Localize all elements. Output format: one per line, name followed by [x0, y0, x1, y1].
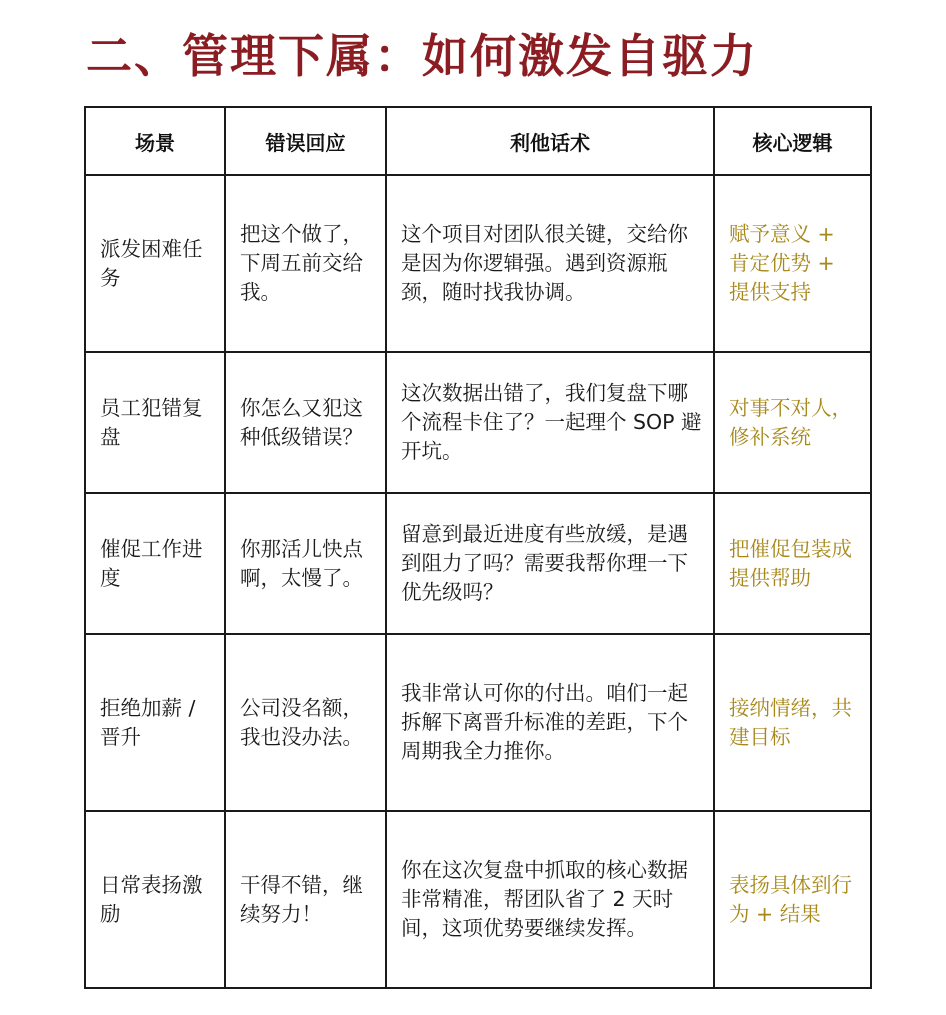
table-row [85, 634, 871, 811]
cell-altruistic-script: 这个项目对团队很关键，交给你是因为你逻辑强。遇到资源瓶颈，随时找我协调。 [386, 175, 714, 352]
header-altruistic-script: 利他话术 [386, 107, 714, 175]
comparison-table [84, 106, 872, 989]
table-header-row [85, 107, 871, 175]
cell-scene: 派发困难任务 [85, 175, 225, 352]
cell-scene: 员工犯错复盘 [85, 352, 225, 493]
cell-altruistic-script: 你在这次复盘中抓取的核心数据非常精准，帮团队省了 2 天时间，这项优势要继续发挥。 [386, 811, 714, 988]
header-core-logic: 核心逻辑 [714, 107, 871, 175]
header-wrong-response: 错误回应 [225, 107, 386, 175]
cell-wrong-response: 你怎么又犯这种低级错误？ [225, 352, 386, 493]
cell-core-logic: 表扬具体到行为 + 结果 [714, 811, 871, 988]
cell-core-logic: 赋予意义 + 肯定优势 + 提供支持 [714, 175, 871, 352]
cell-core-logic: 对事不对人，修补系统 [714, 352, 871, 493]
cell-altruistic-script: 我非常认可你的付出。咱们一起拆解下离晋升标准的差距，下个周期我全力推你。 [386, 634, 714, 811]
table-row [85, 493, 871, 634]
cell-scene: 日常表扬激励 [85, 811, 225, 988]
page-title: 二、管理下属：如何激发自驱力 [86, 29, 758, 83]
table-row [85, 352, 871, 493]
header-scene: 场景 [85, 107, 225, 175]
table-row [85, 811, 871, 988]
cell-altruistic-script: 留意到最近进度有些放缓，是遇到阻力了吗？需要我帮你理一下优先级吗？ [386, 493, 714, 634]
cell-wrong-response: 公司没名额，我也没办法。 [225, 634, 386, 811]
cell-scene: 催促工作进度 [85, 493, 225, 634]
cell-wrong-response: 你那活儿快点啊，太慢了。 [225, 493, 386, 634]
table-row [85, 175, 871, 352]
cell-core-logic: 接纳情绪，共建目标 [714, 634, 871, 811]
cell-scene: 拒绝加薪 / 晋升 [85, 634, 225, 811]
cell-wrong-response: 把这个做了，下周五前交给我。 [225, 175, 386, 352]
cell-core-logic: 把催促包装成提供帮助 [714, 493, 871, 634]
cell-wrong-response: 干得不错，继续努力！ [225, 811, 386, 988]
cell-altruistic-script: 这次数据出错了，我们复盘下哪个流程卡住了？一起理个 SOP 避开坑。 [386, 352, 714, 493]
